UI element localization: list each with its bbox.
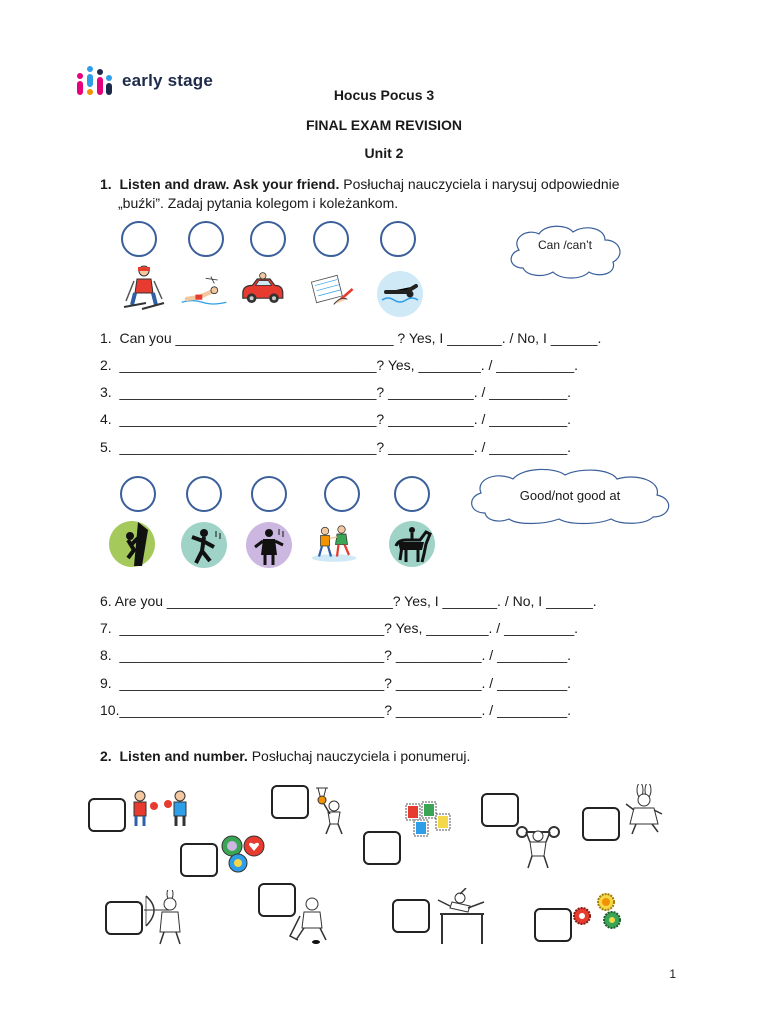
singing-icon (245, 521, 293, 569)
task2-bold: Listen and number. (119, 748, 248, 764)
badges-icon (218, 834, 268, 874)
bottle-caps-icon (572, 892, 632, 932)
answer-circle[interactable] (380, 221, 416, 257)
skating-icon (310, 519, 358, 567)
answer-line[interactable]: 4. _________________________________? ___________. / __________. (100, 411, 572, 427)
weightlifting-icon (516, 822, 560, 870)
swimming-icon (376, 270, 424, 318)
driving-car-icon (238, 263, 286, 311)
answer-line[interactable]: 9. __________________________________? ___________. / _________. (100, 675, 572, 691)
answer-circle[interactable] (324, 476, 360, 512)
task2-instruction (100, 747, 470, 766)
diving-icon (180, 268, 228, 316)
writing-icon (308, 265, 356, 313)
number-box[interactable] (392, 899, 430, 933)
dancing-icon (180, 521, 228, 569)
number-box[interactable] (271, 785, 309, 819)
answer-circle[interactable] (121, 221, 157, 257)
boxing-icon (128, 788, 192, 828)
answer-circle[interactable] (394, 476, 430, 512)
number-box[interactable] (88, 798, 126, 832)
bunny-dancing-icon (622, 784, 666, 836)
unit-title: Unit 2 (364, 145, 404, 161)
number-box[interactable] (180, 843, 218, 877)
answer-line[interactable]: 7. __________________________________? Yes, ________. / _________. (100, 620, 579, 636)
ice-hockey-icon (286, 896, 336, 946)
number-box[interactable] (481, 793, 519, 827)
stamps-icon (404, 800, 452, 840)
skiing-icon (120, 263, 168, 311)
answer-circle[interactable] (186, 476, 222, 512)
answer-line[interactable]: 8. __________________________________? ___________. / _________. (100, 647, 572, 663)
task1-instruction (100, 175, 700, 194)
basketball-icon (312, 784, 348, 836)
climbing-icon (108, 520, 156, 568)
number-box[interactable] (105, 901, 143, 935)
answer-circle[interactable] (120, 476, 156, 512)
worksheet-title: Hocus Pocus 3 (333, 87, 435, 103)
task1-text: Posłuchaj nauczyciela i narysuj odpowiednie (339, 176, 620, 192)
answer-line[interactable]: 3. _________________________________? ___________. / __________. (100, 384, 572, 400)
answer-line[interactable]: 5. _________________________________? ___________. / __________. (100, 439, 572, 455)
hurdles-icon (434, 888, 490, 946)
logo-text: early stage (122, 71, 214, 90)
number-box[interactable] (582, 807, 620, 841)
answer-line[interactable]: 1. Can you ____________________________ ? Yes, I _______. / No, I ______. (100, 330, 602, 346)
page-number: 1 (669, 967, 676, 981)
answer-circle[interactable] (251, 476, 287, 512)
answer-line[interactable]: 2. _________________________________? Yes, ________. / __________. (100, 357, 579, 373)
archery-icon (140, 890, 190, 946)
cloud-text-can: Can /can’t (537, 238, 593, 252)
task1-number: 1. (100, 176, 112, 192)
task1-instruction-2: „buźki”. Zadaj pytania kolegom i koleżankom. (118, 195, 399, 211)
answer-line[interactable]: 6. Are you _____________________________? Yes, I _______. / No, I ______. (100, 593, 597, 609)
answer-line[interactable]: 10.__________________________________? ___________. / _________. (100, 702, 572, 718)
answer-circle[interactable] (188, 221, 224, 257)
answer-circle[interactable] (250, 221, 286, 257)
horse-riding-icon (388, 520, 436, 568)
number-box[interactable] (534, 908, 572, 942)
number-box[interactable] (363, 831, 401, 865)
cloud-text-good: Good/not good at (519, 488, 621, 503)
worksheet-subtitle: FINAL EXAM REVISION (305, 117, 463, 133)
answer-circle[interactable] (313, 221, 349, 257)
task2-number: 2. (100, 748, 112, 764)
task2-text: Posłuchaj nauczyciela i ponumeruj. (247, 748, 471, 764)
task1-bold: Listen and draw. Ask your friend. (119, 176, 340, 192)
